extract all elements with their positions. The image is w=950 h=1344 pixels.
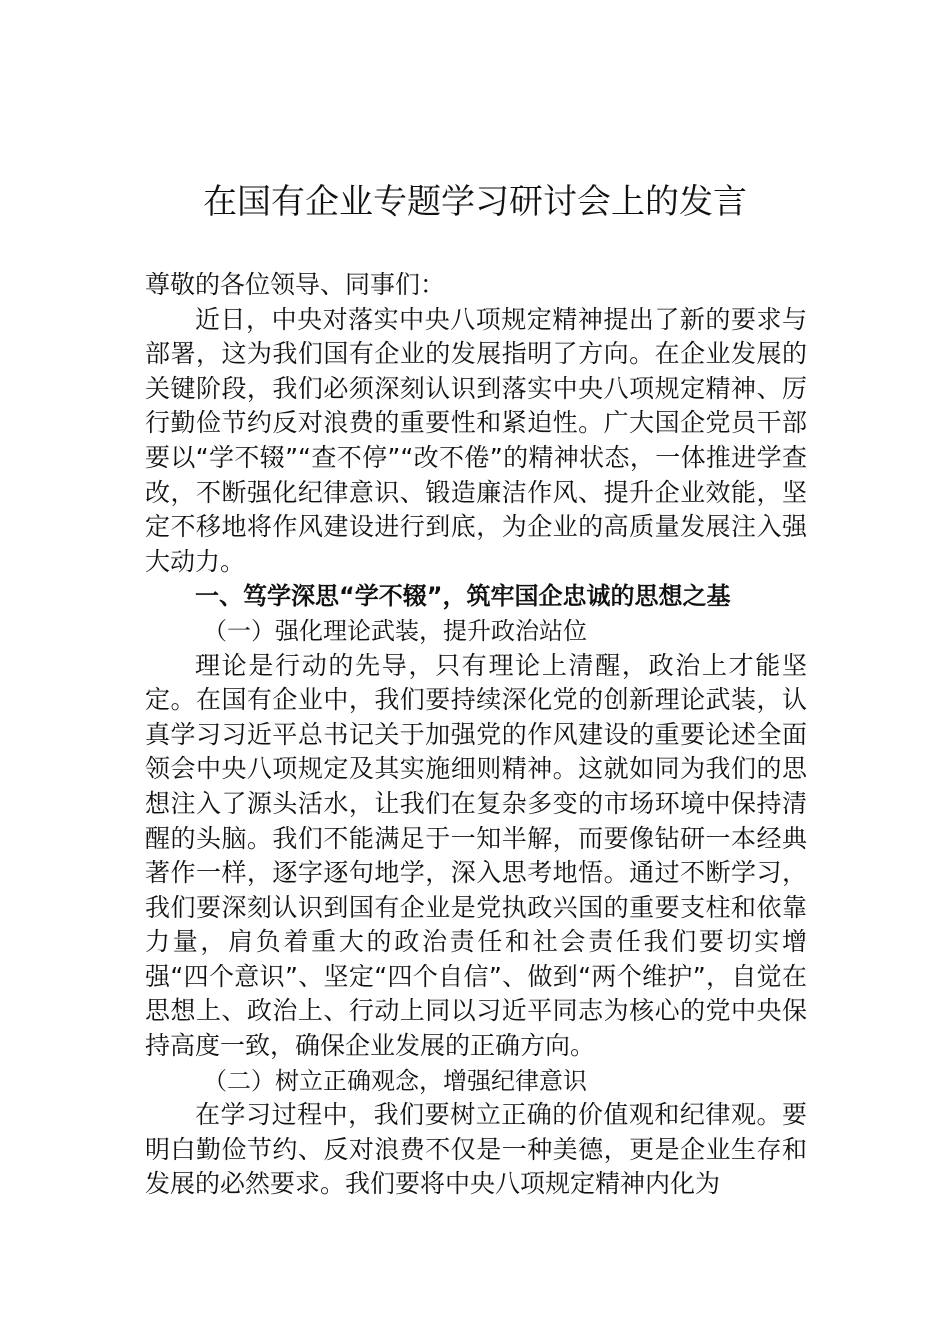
salutation: 尊敬的各位领导、同事们： bbox=[145, 270, 446, 299]
section-heading-1: 一、笃学深思“学不辍”，筑牢国企忠诚的思想之基 bbox=[195, 582, 731, 611]
subsection-heading-1: （一）强化理论武装，提升政治站位 bbox=[203, 616, 587, 645]
subsection-1-paragraph: 理论是行动的先导，只有理论上清醒，政治上才能坚定。在国有企业中，我们要持续深化党的创新理论武装，认真学习习近平总书记关于加强党的作风建设的重要论述全面领会中央八项规定及其实施细则精神。这就如同为我们的思想注入了源头活水，让我们在复杂多变的市场环境中保持清醒的头脑。我们不能满足于一知半解，而要像钻研一本经典著作一样，逐字逐句地学，深入思考地悟。通过不断学习，我们要深刻认识到国有企业是党执政兴国的重要支柱和依靠力量，肩负着重大的政治责任和社会责任我们要切实增强“四个意识”、坚定“四个自信”、做到“两个维护”，自觉在思想上、政治上、行动上同以习近平同志为核心的党中央保持高度一致，确保企业发展的正确方向。 bbox=[145, 650, 807, 1061]
document-title: 在国有企业专题学习研讨会上的发言 bbox=[203, 182, 747, 222]
document-body bbox=[145, 268, 807, 1202]
intro-paragraph: 近日，中央对落实中央八项规定精神提出了新的要求与部署，这为我们国有企业的发展指明了方向。在企业发展的关键阶段，我们必须深刻认识到落实中央八项规定精神、厉行勤俭节约反对浪费的重要性和紧迫性。广大国企党员干部要以“学不辍”“查不停”“改不倦”的精神状态，一体推进学查改，不断强化纪律意识、锻造廉洁作风、提升企业效能，坚定不移地将作风建设进行到底，为企业的高质量发展注入强大动力。 bbox=[145, 304, 807, 576]
subsection-heading-2: （二）树立正确观念，增强纪律意识 bbox=[203, 1066, 587, 1095]
subsection-2-paragraph: 在学习过程中，我们要树立正确的价值观和纪律观。要明白勤俭节约、反对浪费不仅是一种美德，更是企业生存和发展的必然要求。我们要将中央八项规定精神内化为 bbox=[145, 1100, 807, 1199]
